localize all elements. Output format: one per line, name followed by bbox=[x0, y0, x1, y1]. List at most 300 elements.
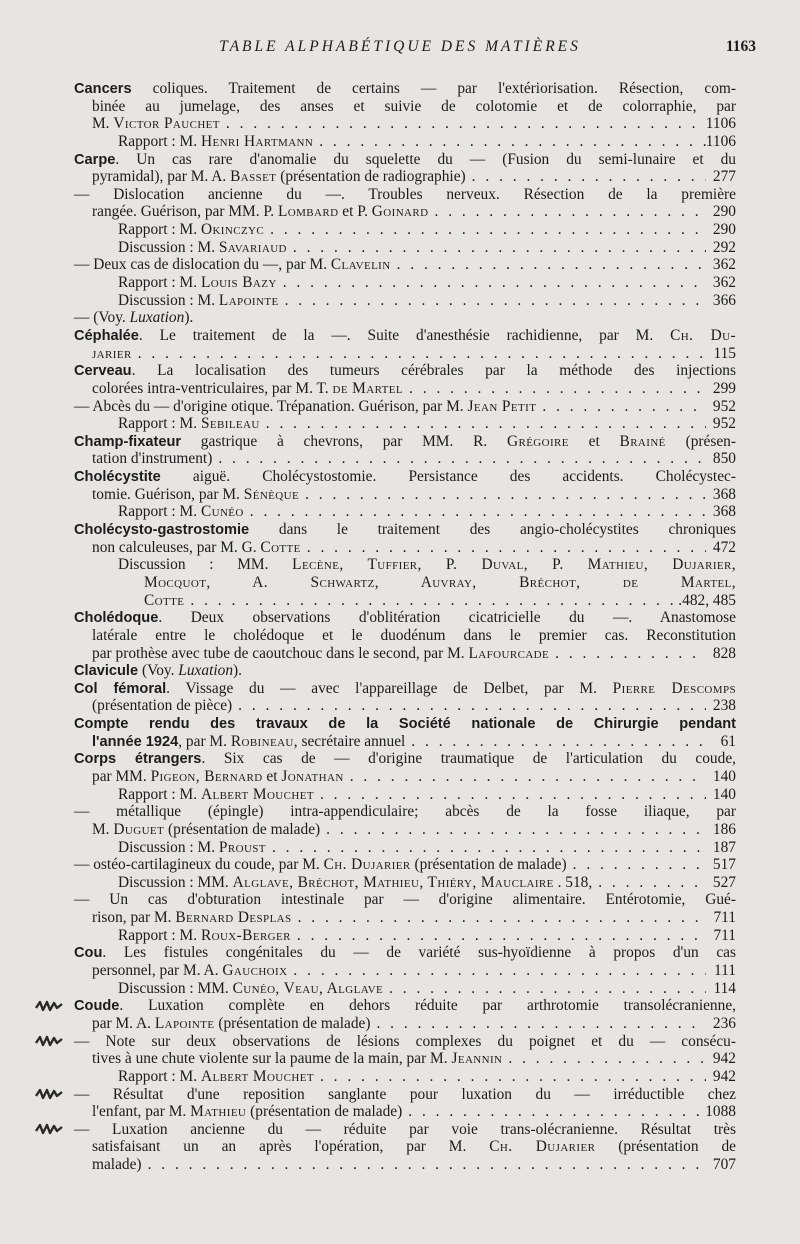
index-line bbox=[74, 786, 736, 804]
index-line-text bbox=[118, 980, 383, 998]
dot-leader bbox=[536, 398, 706, 416]
index-line-text bbox=[92, 1103, 402, 1121]
dot-leader bbox=[405, 733, 706, 751]
entry-text: , secrétaire annuel bbox=[293, 732, 406, 750]
author-name: Cunéo, Veau, Alglave bbox=[232, 979, 384, 997]
page-reference: 299 bbox=[712, 379, 736, 397]
entry-text: . 518, bbox=[553, 873, 593, 891]
entry-text: l'enfant, par M. bbox=[92, 1103, 191, 1121]
entry-text: par prothèse avec tube de caoutchouc dans le second, par M. bbox=[92, 644, 469, 662]
index-line bbox=[74, 1086, 736, 1104]
author-name: Lafourcade bbox=[468, 644, 550, 662]
author-name: Bernard Desplas bbox=[175, 909, 292, 927]
index-line bbox=[74, 133, 736, 151]
entry-text: gastrique à chevrons, par MM. R. bbox=[181, 432, 507, 450]
entry-text: . La localisation des tumeurs cérébrales par la méthode des injections bbox=[131, 362, 736, 380]
page-reference: 472 bbox=[712, 538, 736, 556]
page-reference: 1088 bbox=[705, 1103, 736, 1121]
entry-text: — Résultat d'une reposition sanglante pour luxation du — irréductible chez bbox=[74, 1085, 736, 1103]
page-reference: 140 bbox=[712, 785, 736, 803]
dot-leader bbox=[212, 450, 706, 468]
author-name: Proust bbox=[218, 838, 266, 856]
index-line-text bbox=[74, 750, 736, 769]
author-name: Duguet bbox=[113, 820, 165, 838]
dot-leader bbox=[370, 1015, 706, 1033]
entry-text: — Dislocation ancienne du —. Troubles nerveux. Résection de la première bbox=[74, 185, 736, 203]
entry-keyword: Corps étrangers bbox=[74, 751, 202, 768]
page-reference: .482, 485 bbox=[678, 591, 736, 609]
index-line-text bbox=[118, 503, 244, 521]
entry-text: Luxation bbox=[129, 309, 185, 327]
index-line-text bbox=[118, 239, 287, 257]
page-reference: 236 bbox=[712, 1014, 736, 1032]
index-line-text bbox=[92, 768, 344, 786]
author-name: Lombard bbox=[277, 203, 339, 221]
index-line-text bbox=[92, 450, 212, 468]
index-line bbox=[74, 398, 736, 416]
index-line-text bbox=[92, 1015, 370, 1033]
entry-keyword: Carpe bbox=[74, 151, 116, 168]
author-name: Victor Pauchet bbox=[113, 115, 220, 133]
entry-text: non calculeuses, par M. G. bbox=[92, 538, 261, 556]
author-name: Clavelin bbox=[330, 256, 391, 274]
author-name: Basset bbox=[230, 168, 277, 186]
page-reference: 368 bbox=[712, 503, 736, 521]
page-reference: 61 bbox=[720, 732, 736, 750]
index-line-text bbox=[144, 592, 184, 610]
index-line bbox=[74, 891, 736, 909]
entry-text: (présentation de malade) bbox=[410, 856, 567, 874]
index-line-text bbox=[92, 98, 736, 116]
index-line bbox=[74, 592, 736, 610]
index-line-text bbox=[118, 133, 313, 151]
entry-keyword: Cholécysto-gastrostomie bbox=[74, 522, 250, 539]
index-line bbox=[74, 186, 736, 204]
entry-text: aiguë. Cholécystostomie. Persistance des accidents. Cholécystec- bbox=[160, 468, 736, 486]
index-line-text bbox=[92, 345, 132, 363]
index-line bbox=[74, 574, 736, 592]
entry-text: ). bbox=[184, 309, 194, 327]
dot-leader bbox=[314, 786, 706, 804]
entry-text: binée au jumelage, des anses et suivie de colotomie et de colorraphie, par bbox=[92, 97, 736, 115]
index-line-text bbox=[74, 362, 736, 381]
page-reference: 1106 bbox=[705, 132, 736, 150]
page-reference: 828 bbox=[712, 644, 736, 662]
dot-leader bbox=[232, 697, 706, 715]
page-reference: 1106 bbox=[705, 115, 736, 133]
dot-leader bbox=[291, 927, 706, 945]
page-reference: 111 bbox=[714, 962, 736, 980]
page-reference: 290 bbox=[712, 203, 736, 221]
author-name: Louis Bazy bbox=[200, 274, 277, 292]
entry-text: l'année 1924 bbox=[92, 733, 179, 750]
dot-leader bbox=[244, 503, 706, 521]
author-name: Jean Petit bbox=[467, 397, 537, 415]
index-line bbox=[74, 627, 736, 645]
index-line-text bbox=[74, 680, 736, 699]
dot-leader bbox=[132, 345, 706, 363]
entry-text: — (Voy. bbox=[74, 309, 130, 327]
index-line bbox=[74, 503, 736, 521]
index-line-text bbox=[144, 574, 736, 592]
index-line-text bbox=[74, 309, 193, 327]
entry-text: — Un cas d'obturation intestinale par — d'origine alimentaire. Entérotomie, Gué- bbox=[74, 891, 736, 909]
index-line bbox=[74, 380, 736, 398]
index-line bbox=[74, 715, 736, 733]
dot-leader bbox=[314, 1068, 706, 1086]
index-line bbox=[74, 662, 736, 680]
entry-text: et bbox=[568, 432, 620, 450]
entry-keyword: Céphalée bbox=[74, 327, 139, 344]
author-name: Alglave, Bréchot, Mathieu, Thiéry, Mauclaire bbox=[232, 873, 554, 891]
index-line-text bbox=[92, 1138, 736, 1156]
author-name: Jonathan bbox=[281, 767, 344, 785]
dot-leader bbox=[383, 980, 706, 998]
page-number: 1163 bbox=[725, 38, 756, 55]
entry-text: Rapport : M. bbox=[118, 1067, 201, 1085]
author-name: jarier bbox=[92, 344, 132, 362]
entry-text: (présentation de radiographie) bbox=[276, 168, 466, 186]
dot-leader bbox=[344, 768, 706, 786]
entry-text: , par M. bbox=[178, 732, 231, 750]
page-reference: 942 bbox=[712, 1067, 736, 1085]
page-reference: 952 bbox=[712, 397, 736, 415]
entry-text: (présentation de malade) bbox=[164, 820, 321, 838]
dot-leader bbox=[402, 1103, 705, 1121]
index-line bbox=[74, 1156, 736, 1174]
author-name: Savariaud bbox=[218, 238, 287, 256]
author-name: Pierre Descomps bbox=[612, 679, 736, 697]
entry-keyword: Cerveau bbox=[74, 363, 132, 380]
index-line-text bbox=[118, 786, 314, 804]
author-name: Lapointe bbox=[154, 1014, 215, 1032]
index-line bbox=[74, 697, 736, 715]
entry-keyword: Cancers bbox=[74, 81, 132, 97]
index-line bbox=[74, 433, 736, 451]
index-line-text bbox=[74, 609, 736, 628]
index-line-text bbox=[118, 274, 277, 292]
index-line bbox=[74, 750, 736, 768]
index-line bbox=[74, 98, 736, 116]
author-name: Sebileau bbox=[200, 415, 260, 433]
entry-text: Rapport : M. bbox=[118, 415, 201, 433]
entry-keyword: Champ-fixateur bbox=[74, 433, 182, 450]
index-line-text bbox=[92, 697, 232, 715]
index-line bbox=[74, 415, 736, 433]
dot-leader bbox=[549, 645, 706, 663]
entry-text: par MM. bbox=[92, 767, 151, 785]
index-line bbox=[74, 645, 736, 663]
index-line bbox=[74, 962, 736, 980]
page-reference: 942 bbox=[712, 1050, 736, 1068]
index-line-text bbox=[92, 486, 299, 504]
index-line-text bbox=[92, 115, 220, 133]
entry-text: . Deux observations d'oblitération cicatricielle du —. Anastomose bbox=[158, 609, 736, 627]
entry-text: — Abcès du — d'origine otique. Trépanation. Guérison, par M. bbox=[74, 397, 468, 415]
dot-leader bbox=[466, 168, 706, 186]
index-line-text bbox=[118, 839, 266, 857]
page-reference: 362 bbox=[712, 256, 736, 274]
author-name: Ch. Dujarier bbox=[489, 1138, 596, 1156]
index-line-text bbox=[74, 256, 391, 274]
entry-text: . Six cas de — d'origine traumatique de l'articulation du coude, bbox=[201, 750, 737, 768]
index-line bbox=[74, 309, 736, 327]
entry-text: M. bbox=[92, 820, 114, 838]
dot-leader bbox=[391, 256, 706, 274]
entry-keyword: Cou bbox=[74, 945, 103, 962]
entry-text: . Vissage du — avec l'appareillage de Delbet, par M. bbox=[166, 679, 613, 697]
author-name: Pigeon, Bernard bbox=[150, 767, 263, 785]
dot-leader bbox=[403, 380, 706, 398]
index-line-text bbox=[74, 327, 736, 346]
index-line bbox=[74, 733, 736, 751]
entry-text: (présentation de pièce) bbox=[92, 697, 233, 715]
entry-keyword: Col fémoral bbox=[74, 680, 167, 697]
index-line bbox=[74, 221, 736, 239]
entry-text: Rapport : M. bbox=[118, 221, 201, 239]
entry-text: — Luxation ancienne du — réduite par voie trans-olécranienne. Résultat très bbox=[74, 1120, 736, 1138]
page-reference: 517 bbox=[712, 856, 736, 874]
index-line bbox=[74, 856, 736, 874]
dot-leader bbox=[301, 539, 706, 557]
index-line-text bbox=[74, 944, 736, 963]
index-line-text bbox=[74, 433, 736, 452]
author-name: Robineau bbox=[230, 732, 294, 750]
handwritten-mark-icon bbox=[34, 1034, 70, 1048]
index-line-text bbox=[118, 874, 592, 892]
entry-text: tives à une chute violente sur la paume de la main, par M. bbox=[92, 1050, 452, 1068]
index-line bbox=[74, 980, 736, 998]
dot-leader bbox=[287, 239, 706, 257]
index-line bbox=[74, 609, 736, 627]
index-line bbox=[74, 927, 736, 945]
entry-keyword: Cholécystite bbox=[74, 469, 161, 486]
handwritten-mark-icon bbox=[34, 1122, 70, 1136]
author-name: Sénèque bbox=[243, 485, 300, 503]
index-line-text bbox=[92, 203, 429, 221]
entry-text: et bbox=[262, 767, 282, 785]
index-line bbox=[74, 874, 736, 892]
entry-text: . Un cas rare d'anomalie du squelette du — (Fusion du semi-lunaire et du bbox=[115, 150, 736, 168]
dot-leader bbox=[220, 115, 706, 133]
entry-text: Discussion : M. bbox=[118, 291, 219, 309]
entry-text: dans le traitement des angio-cholécystites chroniques bbox=[249, 521, 736, 539]
entry-text: Luxation bbox=[178, 662, 234, 680]
index-line bbox=[74, 203, 736, 221]
entry-text: M. bbox=[92, 115, 114, 133]
handwritten-mark-icon bbox=[34, 999, 70, 1013]
entry-keyword: Cholédoque bbox=[74, 610, 159, 627]
index-line bbox=[74, 115, 736, 133]
entry-text: Rapport : M. bbox=[118, 132, 201, 150]
index-line bbox=[74, 1033, 736, 1051]
entry-text: ). bbox=[233, 662, 243, 680]
page-reference: 292 bbox=[712, 238, 736, 256]
page-reference: 290 bbox=[712, 221, 736, 239]
index-line-text bbox=[118, 221, 264, 239]
index-line bbox=[74, 521, 736, 539]
index-line bbox=[74, 1050, 736, 1068]
entry-text: malade) bbox=[92, 1156, 142, 1174]
index-line bbox=[74, 168, 736, 186]
entry-text: (Voy. bbox=[138, 662, 179, 680]
index-line bbox=[74, 239, 736, 257]
index-line-text bbox=[118, 927, 291, 945]
index-line-text bbox=[74, 398, 536, 416]
author-name: Grégoire bbox=[506, 432, 569, 450]
index-line-text bbox=[74, 662, 242, 681]
entry-text: pyramidal), par M. A. bbox=[92, 168, 231, 186]
page-reference: 366 bbox=[712, 291, 736, 309]
entry-text: rangée. Guérison, par MM. P. bbox=[92, 203, 278, 221]
entry-text: (présentation de bbox=[595, 1138, 736, 1156]
author-name: Roux-Berger bbox=[200, 926, 291, 944]
entry-text: (présentation de malade) bbox=[214, 1014, 371, 1032]
dot-leader bbox=[266, 839, 706, 857]
dot-leader bbox=[313, 133, 706, 151]
entry-text: coliques. Traitement de certains — par l'extériorisation. Résection, com- bbox=[131, 80, 736, 97]
author-name: Cunéo bbox=[200, 503, 244, 521]
index-line-text bbox=[92, 1156, 142, 1174]
index-line bbox=[74, 468, 736, 486]
author-name: Ch. Du- bbox=[670, 326, 736, 344]
index-line bbox=[74, 151, 736, 169]
handwritten-mark-icon bbox=[34, 1087, 70, 1101]
dot-leader bbox=[299, 486, 706, 504]
index-line-text bbox=[92, 962, 287, 980]
dot-leader bbox=[429, 203, 707, 221]
index-line bbox=[74, 821, 736, 839]
dot-leader bbox=[277, 274, 706, 292]
author-name: Albert Mouchet bbox=[200, 785, 314, 803]
index-line bbox=[74, 768, 736, 786]
index-line-text bbox=[74, 468, 736, 487]
page-reference: 277 bbox=[712, 168, 736, 186]
header-title: TABLE ALPHABÉTIQUE DES MATIÈRES bbox=[219, 38, 581, 55]
index-line-text bbox=[92, 380, 403, 398]
entry-text: . Luxation complète en dehors réduite par arthrotomie transolécranienne, bbox=[119, 997, 736, 1015]
index-line-text bbox=[92, 627, 736, 645]
author-name: Jeannin bbox=[451, 1050, 503, 1068]
index-line bbox=[74, 1138, 736, 1156]
dot-leader bbox=[567, 856, 706, 874]
author-name: Gauchoix bbox=[222, 962, 288, 980]
index-line bbox=[74, 274, 736, 292]
index-line-text bbox=[92, 168, 466, 186]
index-line bbox=[74, 909, 736, 927]
index-line-text bbox=[74, 80, 736, 99]
entry-text: — métallique (épingle) intra-appendiculaire; abcès de la fosse iliaque, par bbox=[74, 803, 736, 821]
entry-text: . Le traitement de la —. Suite d'anesthésie rachidienne, par M. bbox=[138, 326, 671, 344]
page-reference: 115 bbox=[713, 344, 736, 362]
index-line bbox=[74, 486, 736, 504]
index-line bbox=[74, 680, 736, 698]
index-line-text bbox=[74, 891, 736, 909]
entry-text: Discussion : MM. bbox=[118, 556, 293, 574]
entry-text: latérale entre le cholédoque et le duodénum dans le premier cas. Reconstitution bbox=[92, 626, 736, 644]
index-line bbox=[74, 839, 736, 857]
entry-text: tomie. Guérison, par M. bbox=[92, 485, 244, 503]
entry-text: — Note sur deux observations de lésions complexes du poignet et du — consécu- bbox=[74, 1032, 736, 1050]
entry-text: Discussion : MM. bbox=[118, 979, 233, 997]
dot-leader bbox=[260, 415, 706, 433]
index-line-text bbox=[118, 292, 279, 310]
index-line-text bbox=[74, 521, 736, 540]
entry-text: Rapport : M. bbox=[118, 503, 201, 521]
dot-leader bbox=[287, 962, 706, 980]
index-line-text bbox=[74, 1086, 736, 1104]
author-name: Albert Mouchet bbox=[200, 1067, 314, 1085]
index-line bbox=[74, 256, 736, 274]
index-line bbox=[74, 1121, 736, 1139]
entry-text: (présen- bbox=[665, 432, 736, 450]
entry-text: Rapport : M. bbox=[118, 274, 201, 292]
page-reference: 362 bbox=[712, 274, 736, 292]
page-reference: 238 bbox=[712, 697, 736, 715]
dot-leader bbox=[292, 909, 706, 927]
page-reference: 711 bbox=[713, 909, 736, 927]
index-line bbox=[74, 1068, 736, 1086]
index-line-text bbox=[118, 1068, 314, 1086]
entry-text: tation d'instrument) bbox=[92, 450, 213, 468]
entry-text: Rapport : M. bbox=[118, 785, 201, 803]
author-name: Lapointe bbox=[218, 291, 279, 309]
index-line-text bbox=[74, 1033, 736, 1051]
index-line-text bbox=[74, 1121, 736, 1139]
entry-text: Discussion : MM. bbox=[118, 873, 233, 891]
author-name: Mocquot, A. Schwartz, Auvray, Bréchot, de Martel, bbox=[144, 573, 736, 591]
page-reference: 952 bbox=[712, 415, 736, 433]
dot-leader bbox=[184, 592, 678, 610]
author-name: de Martel bbox=[332, 379, 404, 397]
index-line bbox=[74, 80, 736, 98]
index-line-text bbox=[74, 997, 736, 1016]
index-line bbox=[74, 803, 736, 821]
dot-leader bbox=[320, 821, 706, 839]
author-name: Mathieu bbox=[190, 1103, 247, 1121]
page-reference: 368 bbox=[712, 485, 736, 503]
dot-leader bbox=[142, 1156, 706, 1174]
page-reference: 711 bbox=[713, 926, 736, 944]
page-reference: 187 bbox=[712, 838, 736, 856]
author-name: Lecène, Tuffier, P. Duval, P. Mathieu, Dujarier, bbox=[292, 556, 736, 574]
index-line-text bbox=[118, 556, 736, 574]
index-line bbox=[74, 944, 736, 962]
index-line-text bbox=[74, 186, 736, 204]
entry-text: . Les fistules congénitales du — de variété sus-hyoïdienne à propos d'un cas bbox=[102, 944, 736, 962]
author-name: Ch. Dujarier bbox=[323, 856, 411, 874]
entry-text: par M. A. bbox=[92, 1014, 155, 1032]
index-line-text bbox=[118, 415, 260, 433]
index-line bbox=[74, 345, 736, 363]
index-line bbox=[74, 450, 736, 468]
dot-leader bbox=[502, 1050, 706, 1068]
author-name: Cotte bbox=[144, 591, 185, 609]
page-reference: 140 bbox=[712, 767, 736, 785]
author-name: Okinczyc bbox=[200, 221, 265, 239]
index-line bbox=[74, 556, 736, 574]
index-line bbox=[74, 327, 736, 345]
page-reference: 114 bbox=[713, 979, 736, 997]
running-header bbox=[0, 38, 800, 60]
entry-keyword: Compte rendu des travaux de la Société nationale de Chirurgie pendant bbox=[74, 716, 736, 733]
entry-text: — Deux cas de dislocation du —, par M. bbox=[74, 256, 331, 274]
page-reference: 707 bbox=[712, 1156, 736, 1174]
index-line-text bbox=[92, 645, 549, 663]
index-line bbox=[74, 539, 736, 557]
page-reference: 527 bbox=[712, 873, 736, 891]
entry-text: (présentation de malade) bbox=[246, 1103, 403, 1121]
